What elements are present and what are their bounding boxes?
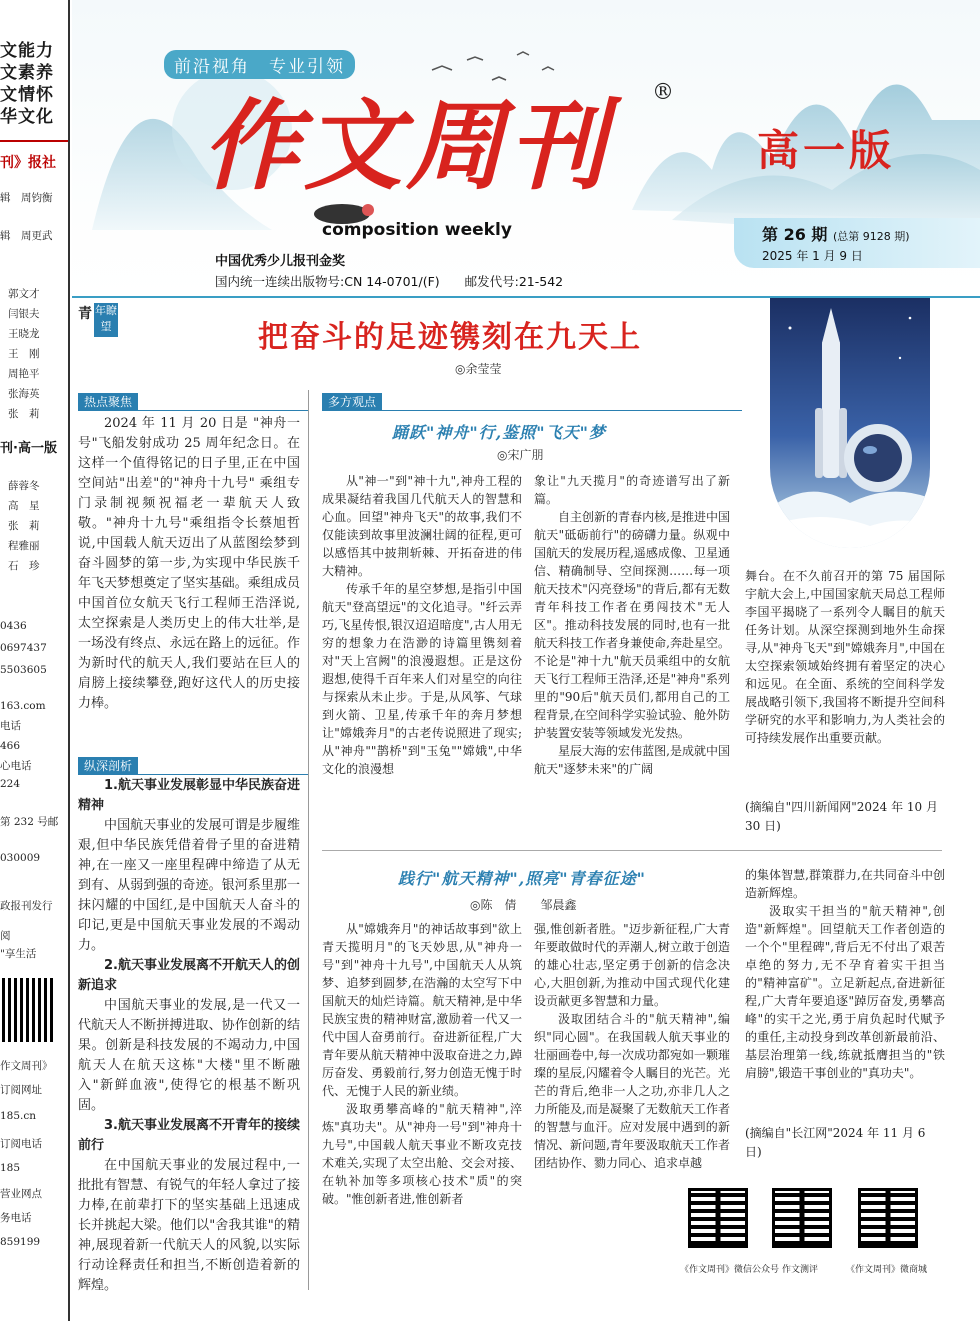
article2-col3 xyxy=(745,866,945,1082)
publication-numbers: 国内统一连续出版物号:CN 14-0701/(F) 邮发代号:21-542 xyxy=(215,274,564,289)
strip-row: 163.com xyxy=(0,700,46,712)
section-rule xyxy=(78,774,308,775)
deep-text: 中国航天事业的发展可谓是步履维艰,但中华民族凭借着骨子里的奋进精神,在一座又一座里程碑中缔造了从无到有、从弱到强的奇迹。银河系里那一抹闪耀的中国红,是中国航天人奋斗的印记,更是中国航天事业发展的不竭动力。 xyxy=(78,818,300,953)
motto-line: 文能力 xyxy=(0,41,54,61)
motto-line: 文素养 xyxy=(0,63,54,83)
section-rule xyxy=(78,410,308,411)
section-rule xyxy=(322,410,742,411)
strip-row: 0436 xyxy=(0,620,27,632)
edition-title: 高一版 xyxy=(757,126,896,175)
qr-code-shop[interactable] xyxy=(858,1188,918,1248)
article-paragraph: 象让"九天揽月"的奇迹谱写出了新篇。 xyxy=(534,474,730,506)
issue-total: (总第 9128 期) xyxy=(833,230,910,243)
article-paragraph: 汲取团结合斗的"航天精神",编织"同心圆"。在我国载人航天事业的壮丽画卷中,每一次成功都宛如一颗璀璨的星辰,闪耀着令人瞩目的光芒。光芒的背后,绝非一人之功,亦非几人之力所能及,而是凝聚了无数航天工作者的智慧与血汗。应对发展中遇到的新情况、新问题,青年要汲取航天工作者团结协作、勠力同心、追求卓越 xyxy=(534,1012,730,1170)
article1-col2 xyxy=(534,472,730,778)
newspaper-logo: 作文周刊 xyxy=(202,89,611,204)
deep-subtitle: 3.航天事业发展离不开青年的接续前行 xyxy=(78,1118,300,1153)
staff-list-b xyxy=(8,476,40,576)
qr-caption: 《作文周刊》微商城 xyxy=(846,1265,928,1275)
section-tag-hot: 热点聚焦 xyxy=(78,393,138,411)
strip-row: 心电话 xyxy=(0,760,32,772)
article2-title: 践行"航天精神",照亮"青春征途" xyxy=(398,869,646,888)
strip-row: 阅 xyxy=(0,930,11,942)
left-info-strip xyxy=(0,0,70,1321)
issue-date: 2025 年 1 月 9 日 xyxy=(762,249,863,263)
deep-text: 中国航天事业的发展,是一代又一代航天人不断拼搏进取、协作创新的结果。创新是科技发展的不竭动力,中国航天人在航天这栋"大楼"里不断融入"新鲜血液",使得它的根基不断巩固。 xyxy=(78,998,300,1113)
strip-row: 030009 xyxy=(0,852,41,864)
strip-row: 185.cn xyxy=(0,1110,37,1122)
strip-row: 订阅网址 xyxy=(0,1084,42,1096)
article-divider xyxy=(322,850,942,851)
article-paragraph: 的集体智慧,群策群力,在共同奋斗中创造新辉煌。 xyxy=(745,868,945,900)
strip-row: 电话 xyxy=(0,720,21,732)
strip-row: 政报刊发行 xyxy=(0,900,53,912)
rocket-astronaut-illustration xyxy=(770,298,930,548)
column-label: 青 xyxy=(78,306,92,322)
headline: 把奋斗的足迹镌刻在九天上 xyxy=(258,320,642,355)
article1-source: (摘编自"四川新闻网"2024 年 10 月 30 日) xyxy=(745,800,938,833)
qr-caption: 《作文周刊》微信公众号 xyxy=(680,1265,780,1275)
strip-row: 5503605 xyxy=(0,664,47,676)
strip-row: 作文周刊》 xyxy=(0,1060,53,1072)
section-tag-multi: 多方观点 xyxy=(322,393,382,411)
deep-analysis xyxy=(78,776,300,1296)
tagline-badge: 前沿视角 专业引领 xyxy=(164,50,355,79)
masthead xyxy=(72,0,980,300)
strip-row: 辑 周更武 xyxy=(0,230,53,242)
strip-row: 466 xyxy=(0,740,21,752)
article-paragraph: 传承千年的星空梦想,是指引中国航天"登高望远"的文化追寻。"纤云弄巧,飞星传恨,银汉迢迢暗度",古人用无穷的想象力在浩渺的诗篇里镌刻着对"天上宫阙"的浪漫遐想。正是这份遐想,使得千百年来人们对星空的向往与探索从未止步。于是,从风筝、气球到火箭、卫星,传承千年的奔月梦想让"嫦娥奔月"的古老传说照进了现实;从"神舟""鹊桥"到"玉兔""嫦娥",中华文化的浪漫想 xyxy=(322,582,522,776)
english-name: composition weekly xyxy=(322,220,512,240)
strip-row: 营业网点 xyxy=(0,1188,42,1200)
staff-name: 高 星 xyxy=(8,500,40,512)
rocket-graphic xyxy=(770,298,930,548)
strip-row: "享生活 xyxy=(0,948,37,960)
staff-name: 张海英 xyxy=(8,388,40,400)
article2-author: ◎陈 倩 邹晨鑫 xyxy=(470,898,577,912)
deep-text: 在中国航天事业的发展过程中,一批批有智慧、有锐气的年轻人拿过了接力棒,在前辈打下的坚实基础上迅速成长并挑起大梁。他们以"舍我其谁"的精神,展现着新一代航天人的风貌,以实际行动诠释责任和担当,不断创造着新的辉煌。 xyxy=(78,1158,300,1293)
deep-subtitle: 2.航天事业发展离不开航天人的创新追求 xyxy=(78,958,300,993)
staff-name: 郭文才 xyxy=(8,288,40,300)
award-line: 中国优秀少儿报刊金奖 xyxy=(215,254,346,269)
registered-mark: ® xyxy=(652,80,674,105)
strip-row: 订阅电话 xyxy=(0,1138,42,1150)
motto-line: 华文化 xyxy=(0,107,54,127)
staff-name: 石 珍 xyxy=(8,560,40,572)
qr-caption: 作文测评 xyxy=(782,1265,819,1275)
staff-list-a xyxy=(8,284,40,424)
hot-paragraph xyxy=(78,414,300,714)
qr-code-wechat[interactable] xyxy=(688,1188,748,1248)
article1-col1 xyxy=(322,472,522,778)
article-paragraph: 汲取实干担当的"航天精神",创造"新辉煌"。回望航天工作者创造的一个个"里程碑",背后无不付出了艰苦卓绝的努力,无不孕育着实干担当的"精神富矿"。立足新起点,奋进新征程,广大青年要追逐"踔厉奋发,勇攀高峰"的实干之光,勇于肩负起时代赋予的重任,主动投身到改革创新最前沿、基层治理第一线,练就抵膺担当的"铁肩膀",锻造干事创业的"真功夫"。 xyxy=(745,904,945,1080)
strip-row: 第 232 号邮 xyxy=(0,816,59,828)
staff-name: 周艳平 xyxy=(8,368,40,380)
strip-row: 185 xyxy=(0,1162,21,1174)
article-paragraph: 汲取勇攀高峰的"航天精神",淬炼"真功夫"。从"神舟一号"到"神舟十九号",中国载人航天事业不断攻克技术难关,实现了太空出舱、交会对接、在轨补加等多项核心技术"质"的突破。"惟创新者进,惟创新者 xyxy=(322,1102,522,1206)
staff-name: 程雅丽 xyxy=(8,540,40,552)
motto-block xyxy=(0,40,68,128)
article1-title: 踊跃"神舟"行,鉴照"飞天"梦 xyxy=(392,423,606,442)
strip-row: 务电话 xyxy=(0,1212,32,1224)
article-paragraph: 强,惟创新者胜。"迈步新征程,广大青年要敢做时代的弄潮人,树立敢于创造的雄心壮志,坚定勇于创新的信念决心,大胆创新,为推动中国式现代化建设贡献更多智慧和力量。 xyxy=(534,922,730,1008)
strip-row: 辑 周钧衡 xyxy=(0,192,53,204)
deep-subtitle: 1.航天事业发展彰显中华民族奋进精神 xyxy=(78,778,300,813)
staff-name: 闫银夫 xyxy=(8,308,40,320)
article-paragraph: 自主创新的青春内核,是推进中国航天"砥砺前行"的磅礴力量。纵观中国航天的发展历程,遥感成像、卫星通信、精确制导、空间探测……每一项航天技术"闪亮登场"的背后,都有无数青年科技工作者在勇闯技术"无人区"。推动科技发展的同时,也有一批航天科技工作者身兼使命,奔赴星空。不论是"神十九"航天员乘组中的女航天飞行工程师王浩泽,还是"神舟"系列里的"90后"航天员们,都用自己的工程背景,在空间科学实验试验、舱外防护装置安装等领域发光发热。 xyxy=(534,510,730,740)
article1-author: ◎宋广朋 xyxy=(497,448,544,462)
article-paragraph: 舞台。在不久前召开的第 75 届国际宇航大会上,中国国家航天局总工程师李国平揭晓了一系列令人瞩目的航天任务计划。从深空探测到地外生命探寻,从"神舟飞天"到"嫦娥奔月",中国在太空探索领域始终拥有着坚定的决心和远见。在全面、系统的空间科学发展战略引领下,我国将不断提升空间科学研究的水平和影响力,为人类社会的可持续发展作出重要贡献。 xyxy=(745,569,945,745)
staff-name: 张 莉 xyxy=(8,408,40,420)
section-tag-deep: 纵深剖析 xyxy=(78,757,138,775)
article-paragraph: 从"嫦娥奔月"的神话故事到"欲上青天揽明月"的飞天妙思,从"神舟一号"到"神舟十九号",中国航天人从筑梦、追梦到圆梦,在浩瀚的太空写下中国航天的灿烂诗篇。航天精神,是中华民族宝贵的精神财富,激励着一代又一代中国人奋勇前行。奋进新征程,广大青年要从航天精神中汲取奋进之力,踔厉奋发、勇毅前行,努力创造无愧于时代、无愧于人民的新业绩。 xyxy=(322,922,522,1098)
strip-row: 224 xyxy=(0,778,21,790)
motto-line: 文情怀 xyxy=(0,85,54,105)
staff-name: 王 刚 xyxy=(8,348,40,360)
qr-code-assessment[interactable] xyxy=(772,1188,832,1248)
staff-name: 张 莉 xyxy=(8,520,40,532)
article2-source: (摘编自"长江网"2024 年 11 月 6 日) xyxy=(745,1126,926,1159)
strip-row: 0697437 xyxy=(0,642,47,654)
edition-mark: 刊·高一版 xyxy=(0,441,57,456)
column-divider xyxy=(308,390,309,1290)
article1-col3 xyxy=(745,567,945,747)
publisher-name: 刊》报社 xyxy=(0,155,56,171)
headline-byline: ◎余莹莹 xyxy=(455,362,502,376)
article-paragraph: 从"神一"到"神十九",神舟工程的成果凝结着我国几代航天人的智慧和心血。回望"神舟飞天"的故事,我们不仅能读到故事里波澜壮阔的征程,更可以感悟其中披荆斩棘、开拓奋进的伟大精神。 xyxy=(322,474,522,578)
article2-col1 xyxy=(322,920,522,1208)
hot-text: 2024 年 11 月 20 日是 "神舟一号"飞船发射成功 25 周年纪念日。在这样一个值得铭记的日子里,正在中国空间站"出差"的"神舟十九号" 乘组专门录制视频祝福老一辈航天人致敬。"神舟十九号"乘组指令长蔡旭哲说,中国载人航天迈出了从蓝图绘梦到奋斗圆梦的第一步,为实现中华民族千年飞天梦想奠定了坚实基础。乘组成员中国首位女航天飞行工程师王浩泽说,太空探索是人类历史上的伟大壮举,是一场没有终点、永远在路上的远征。作为新时代的航天人,我们要站在巨人的肩膀上接续攀登,跑好这代人的历史接力棒。 xyxy=(78,416,300,711)
staff-name: 薛蓉冬 xyxy=(8,480,40,492)
article-paragraph: 星辰大海的宏伟蓝图,是成就中国航天"逐梦未来"的广阔 xyxy=(534,744,730,776)
strip-row: 859199 xyxy=(0,1236,41,1248)
left-qr-code xyxy=(0,978,54,1042)
issue-label: 第 26 期 xyxy=(762,225,828,244)
article2-col2 xyxy=(534,920,730,1172)
staff-name: 王晓龙 xyxy=(8,328,40,340)
column-label-box: 年瞭望 xyxy=(94,303,118,337)
issue-number xyxy=(762,222,910,245)
